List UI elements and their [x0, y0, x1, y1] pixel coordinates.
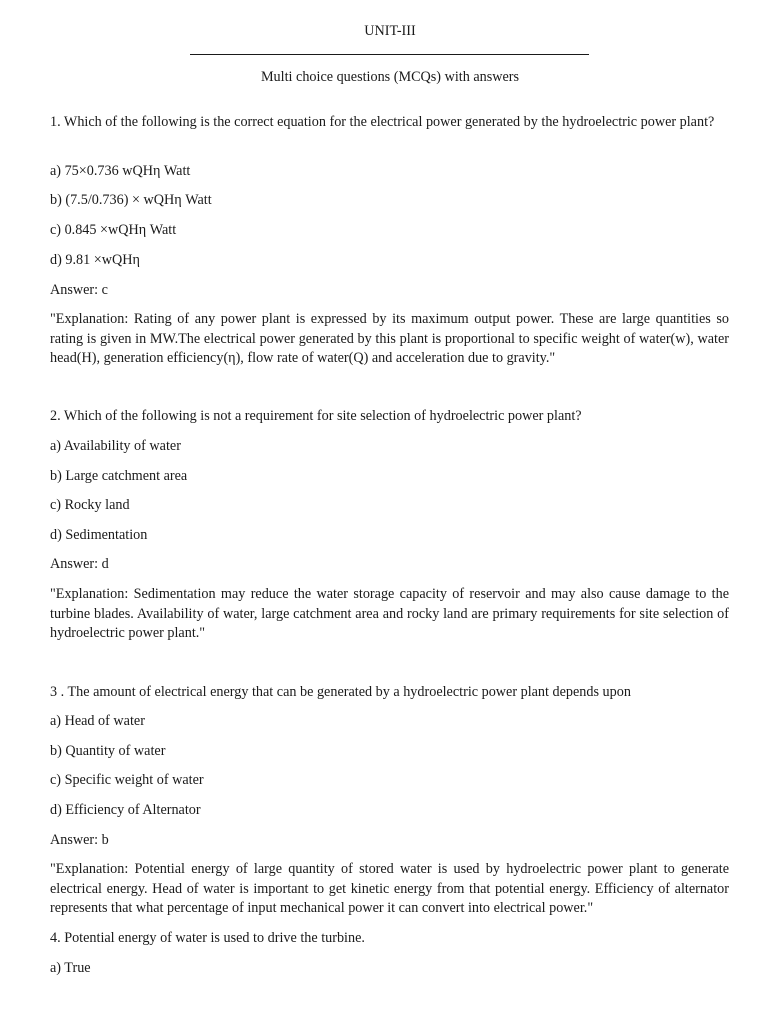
question-2-option-b: b) Large catchment area [50, 468, 188, 484]
question-2-answer: Answer: d [50, 556, 109, 572]
question-4-option-a: a) True [50, 960, 91, 976]
question-4-text: 4. Potential energy of water is used to drive the turbine. [50, 930, 365, 946]
title-underline [190, 54, 589, 55]
question-3-option-a: a) Head of water [50, 713, 145, 729]
question-1-option-b: b) (7.5/0.736) × wQHη Watt [50, 192, 212, 208]
question-1-option-c: c) 0.845 ×wQHη Watt [50, 222, 177, 238]
question-3-explanation: "Explanation: Potential energy of large quantity of stored water is used by hydroelectric power plant to generate electrical energy. Head of water is important to get kinetic energy from that potential energy. Efficiency of alternator represents that what percentage of input mechanical power it can convert into electrical power." [50, 861, 729, 916]
question-2-option-c: c) Rocky land [50, 497, 130, 513]
question-1-option-d: d) 9.81 ×wQHη [50, 252, 140, 268]
question-3-text: 3 . The amount of electrical energy that can be generated by a hydroelectric power plant depends upon [50, 684, 631, 700]
question-1-option-a: a) 75×0.736 wQHη Watt [50, 163, 191, 179]
question-3-option-b: b) Quantity of water [50, 743, 166, 759]
question-3-answer: Answer: b [50, 832, 109, 848]
page-subtitle: Multi choice questions (MCQs) with answers [260, 69, 520, 85]
question-1-answer: Answer: c [50, 282, 108, 298]
question-2-option-d: d) Sedimentation [50, 527, 148, 543]
question-2-option-a: a) Availability of water [50, 438, 181, 454]
unit-title: UNIT-III [364, 23, 416, 39]
question-1-explanation: "Explanation: Rating of any power plant is expressed by its maximum output power. These are large quantities so rating is given in MW.The electrical power generated by this plant is proportional to specific weight of water(w), water head(H), generation efficiency(η), flow rate of water(Q) and acceleration due to gravity." [50, 311, 729, 366]
question-1-text: 1. Which of the following is the correct equation for the electrical power generated by the hydroelectric power plant? [50, 114, 715, 130]
question-2-explanation: "Explanation: Sedimentation may reduce the water storage capacity of reservoir and may also cause damage to the turbine blades. Availability of water, large catchment area and rocky land are primary requirements for site selection of hydroelectric power plant." [50, 586, 729, 641]
question-2-text: 2. Which of the following is not a requirement for site selection of hydroelectric power plant? [50, 408, 582, 424]
question-3-option-d: d) Efficiency of Alternator [50, 802, 201, 818]
question-3-option-c: c) Specific weight of water [50, 772, 204, 788]
